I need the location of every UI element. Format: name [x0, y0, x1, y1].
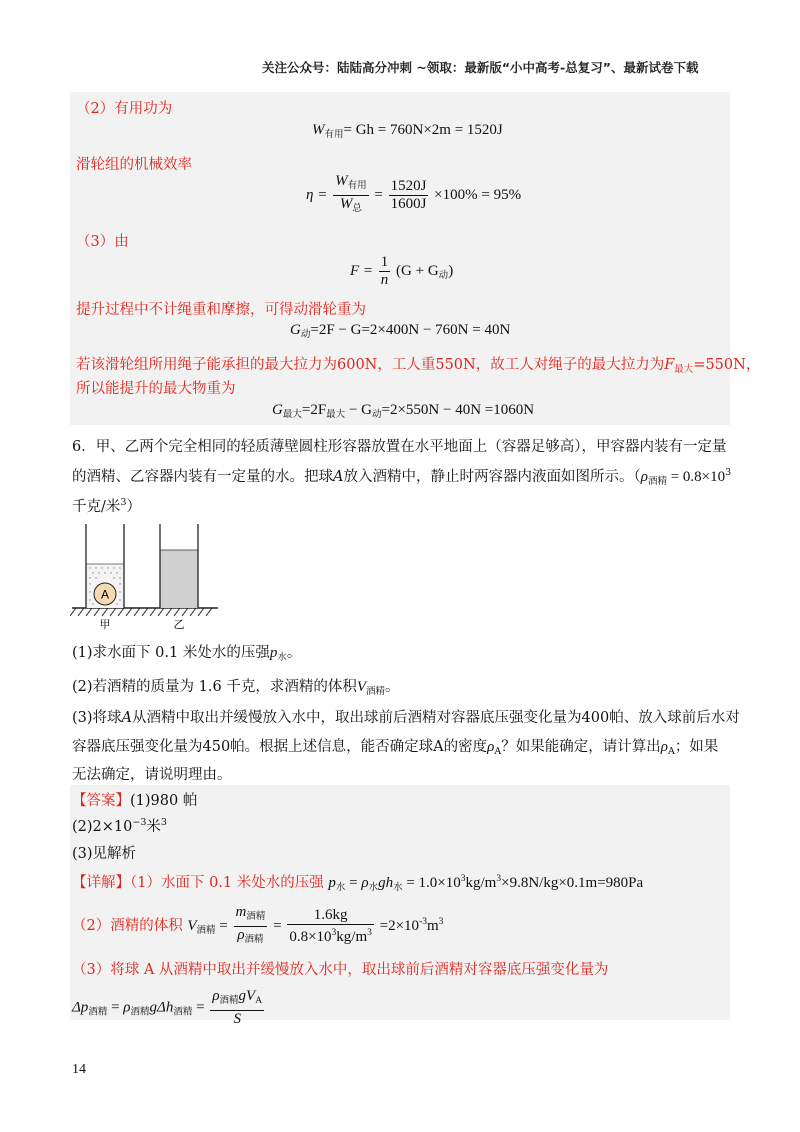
moving-pulley-equation: $G_动=2F - G=2\times 400N - 760N = 40N$ [290, 322, 511, 340]
q6-line1: 6．甲、乙两个完全相同的轻质薄壁圆柱形容器放置在水平地面上（容器足够高），甲容器内装有一定量 [72, 439, 727, 455]
useful-work-equation: $W_{有用}= Gh = 760N\times 2m = 1520J$ [312, 122, 503, 140]
q6-sub1: (1)求水面下 0.1 米处水的压强$p_水$。 [72, 645, 302, 663]
efficiency-equation: η = $\frac{W_{有用}}{W_总}$ = $\frac{1520J}{1600J}$ ×100% = 95% [306, 173, 522, 214]
detail-line3-equation: $\Delta p_{酒精} = \rho_{酒精}g\Delta h_{酒精}$ = $\frac{\rho_{酒精}gV_A}{S}$ [72, 988, 263, 1027]
part3-label: （3）由 [76, 234, 129, 250]
max-weight-text: 所以能提升的最大物重为 [76, 381, 236, 397]
water-liquid [160, 550, 198, 608]
moving-pulley-text: 提升过程中不计绳重和摩擦，可得动滑轮重为 [76, 302, 366, 318]
page-header: 关注公众号：陆陆高分冲刺 ~领取：最新版“小中高考-总复习”、最新试卷下载 [262, 60, 699, 75]
containers-diagram [70, 522, 230, 630]
q6-unit: 千克/米$^3$） [72, 497, 141, 515]
page-number: 14 [72, 1062, 86, 1077]
q6-sub2: (2)若酒精的质量为 1.6 千克，求酒精的体积$V_{酒精}$。 [72, 679, 400, 697]
ground-hatch [70, 608, 212, 616]
part2-label: （2）有用功为 [76, 101, 173, 117]
q6-sub3-line1: (3)将球A从酒精中取出并缓慢放入水中，取出球前后酒精对容器底压强变化量为400帕、放入球前后水对 [72, 710, 740, 726]
detail-line1: 【详解】（1）水面下 0.1 米处水的压强 $p_水 = \rho_水gh_水 = 1.0\times 10^3kg/m^3\times 9.8N/kg\times 0.1m=980Pa$ [72, 874, 644, 893]
q6-line2: 的酒精、乙容器内装有一定量的水。把球A放入酒精中，静止时两容器内液面如图所示。（$\rho_{酒精} = 0.8\times 10^3$ [72, 467, 732, 487]
label-jia: 甲 [99, 618, 111, 630]
max-force-text: 若该滑轮组所用绳子能承担的最大拉力为600N，工人重550N，故工人对绳子的最大拉力为$F_{最大}=550N$， [76, 357, 761, 375]
force-equation: F = $\frac{1}{n}$ $(G + G_动)$ [350, 254, 454, 288]
label-yi: 乙 [173, 618, 185, 630]
answer-line3: (3)见解析 [72, 846, 137, 862]
q6-sub3-line3: 无法确定，请说明理由。 [72, 767, 232, 783]
ball-a-label: A [100, 587, 110, 602]
detail-line2: （2）酒精的体积 $V_{酒精}$ = $\frac{m_{酒精}}{\rho_{酒精}}$ = $\frac{1.6kg}{0.8\times 10^3kg/m^3}$ $=2\times 10^{-3}m^3$ [72, 904, 444, 945]
max-weight-equation: $G_{最大}=2F_{最大} - G_动=2\times 550N - 40N =1060N$ [272, 402, 535, 420]
answer-line1: 【答案】(1)980 帕 [72, 793, 198, 809]
detail-line3: （3）将球 A 从酒精中取出并缓慢放入水中，取出球前后酒精对容器底压强变化量为 [72, 962, 609, 978]
q6-sub3-line2: 容器底压强变化量为450帕。根据上述信息，能否确定球A的密度$\rho_A$？如果能确定，请计算出$\rho_A$；如果 [72, 739, 719, 757]
answer-shade [70, 785, 730, 1020]
efficiency-label: 滑轮组的机械效率 [76, 157, 192, 173]
answer-line2: $(2)2\times 10^{-3}$米$^3$ [72, 817, 167, 835]
